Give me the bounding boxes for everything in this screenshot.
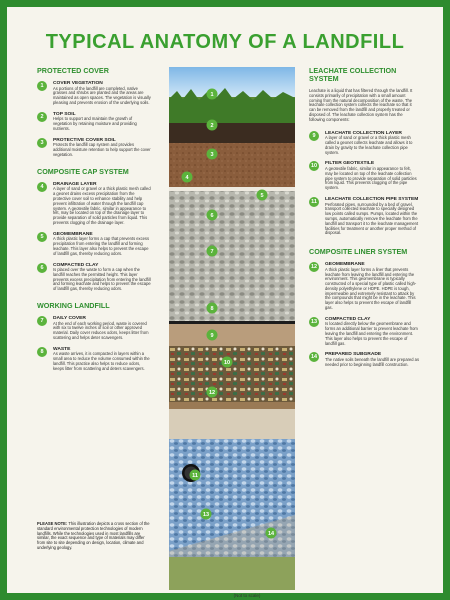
item-description: A thick plastic layer forms a cap that prevents excess precipitation from entering the landfill and forming leachate. This layer also helps to prevent the escape of landfill gas, thereby reducing odors. (53, 236, 150, 256)
item-heading: COMPACTED CLAY (53, 262, 99, 268)
section-intro: Leachate is a liquid that has filtered through the landfill. It consists primarily of precipitation with a small amount coming from the natural decomposition of the waste. The leachate collection system collects the leachate so that it can be removed from the landfill and properly treated or disposed of. The leachate collection system has the following components: (309, 88, 413, 122)
list-item (37, 347, 151, 372)
item-heading: DAILY COVER (53, 316, 86, 322)
badge-7-label: 7 (210, 249, 214, 255)
badge-3-label: 3 (210, 152, 214, 158)
badge-1 (207, 89, 218, 100)
right-column (309, 67, 419, 374)
item-description: As waste arrives, it is compacted in layers within a small area to reduce the volume consumed within the landfill. This practice also helps to reduce odors, keeps litter from scattering and deters scavengers. (53, 351, 150, 371)
list-item (309, 197, 419, 236)
badge-5 (257, 190, 268, 201)
section-heading: LEACHATE COLLECTION SYSTEM (309, 66, 397, 83)
number-badge: 11 (309, 197, 319, 207)
page-title: TYPICAL ANATOMY OF A LANDFILL (45, 31, 405, 53)
badge-9-label: 9 (210, 333, 214, 339)
number-badge: 1 (37, 81, 47, 91)
item-description: Helps to support and maintain the growth of vegetation by retaining moisture and providing nutrients. (53, 116, 137, 131)
badge-2-label: 2 (210, 123, 214, 129)
number-badge: 4 (37, 182, 47, 192)
item-heading: GEOMEMBRANE (53, 231, 93, 237)
left-column (37, 67, 151, 378)
list-item (309, 131, 419, 156)
item-description: A layer of sand or gravel or a thick plastic mesh called a geonet drains excess precipitation from the protective cover soil to enhance stability and help prevent infiltration of water through the landfill cap system. A geotextile fabric, similar in appearance to felt, may be located on top of the drainage layer to provide separation of solid particles from liquid. This prevents clogging of the drainage layer. (53, 186, 151, 225)
number-badge: 2 (37, 112, 47, 122)
list-item (37, 138, 151, 158)
landfill-cross-section (169, 67, 295, 590)
badge-7 (207, 246, 218, 257)
badge-5-label: 5 (260, 193, 264, 199)
item-heading: PREPARED SUBGRADE (325, 352, 382, 358)
badge-4-label: 4 (185, 175, 189, 181)
cross-section-diagram (169, 67, 295, 590)
badge-1-label: 1 (210, 92, 214, 98)
item-heading: COMPACTED CLAY (325, 316, 371, 322)
list-item (37, 182, 151, 226)
number-badge: 12 (310, 264, 318, 271)
item-heading: GEOMEMBRANE (325, 262, 365, 268)
item-heading: WASTE (53, 346, 71, 352)
list-item (37, 232, 151, 257)
note-label: PLEASE NOTE: (37, 521, 68, 526)
badge-10-label: 10 (223, 360, 231, 366)
badge-8-label: 8 (210, 306, 214, 312)
item-heading: TOP SOIL (53, 111, 76, 117)
list-item (309, 352, 419, 367)
list-item (37, 263, 151, 293)
number-badge: 7 (37, 316, 47, 326)
badge-10 (222, 357, 233, 368)
item-description: Protects the landfill cap system and provides additional moisture retention to help support the cover vegetation. (53, 142, 151, 157)
badge-14 (266, 528, 277, 539)
badge-13 (201, 509, 212, 520)
badge-11 (190, 470, 201, 481)
list-item (309, 317, 419, 347)
section-heading: COMPOSITE LINER SYSTEM (309, 247, 408, 257)
item-heading: PROTECTIVE COVER SOIL (53, 137, 116, 143)
note-text: This illustration depicts a cross section of the standard environmental protection technologies of modern landfills. While the technologies used in most landfills are similar, the exact sequence and type of materials may differ from site to site depending on design, location, climate and underlying geology. (37, 521, 150, 550)
badge-12-label: 12 (208, 390, 216, 396)
badge-4 (182, 172, 193, 183)
badge-13-label: 13 (202, 512, 210, 518)
list-item (37, 112, 151, 132)
section-heading: WORKING LANDFILL (37, 301, 110, 311)
item-heading: DRAINAGE LAYER (53, 181, 97, 187)
item-description: A thick plastic layer forms a liner that prevents leachate from leaving the landfill and entering the environment. This geomembrane is typically constructed of a special type of plastic called high-density polyethylene or HDPE. HDPE is tough, impermeable and extremely resistant to attack by the compounds that might be in the leachate. This layer also helps to prevent the escape of landfill gas. (325, 266, 417, 311)
badge-3 (207, 149, 218, 160)
number-badge: 10 (310, 163, 318, 170)
badge-6-label: 6 (210, 213, 214, 219)
number-badge: 9 (309, 131, 319, 141)
item-description: As portions of the landfill are completed, native grasses and shrubs are planted and the areas are maintained as open spaces. The vegetation is visually pleasing and prevents erosion of the underlying soils. (53, 85, 151, 105)
disclaimer-note (37, 522, 151, 551)
item-heading: LEACHATE COLLECTION LAYER (325, 130, 402, 136)
item-heading: LEACHATE COLLECTION PIPE SYSTEM (325, 196, 419, 202)
number-badge: 8 (37, 347, 47, 357)
list-item (309, 262, 419, 311)
item-heading: FILTER GEOTEXTILE (325, 161, 375, 167)
item-description: The native soils beneath the landfill are prepared as needed prior to beginning landfill construction. (325, 357, 419, 367)
badge-14-label: 14 (267, 531, 275, 537)
list-item (37, 81, 151, 106)
badge-11-label: 11 (192, 473, 198, 479)
item-heading: COVER VEGETATION (53, 81, 103, 86)
badge-2 (207, 120, 218, 131)
item-description: Is placed over the waste to form a cap when the landfill reaches the permitted height. This layer prevents excess precipitation from entering the landfill and forming leachate and helps to prevent the escape of landfill gas, thereby reducing odors. (53, 267, 151, 292)
number-badge: 3 (37, 138, 47, 148)
item-description: Is located directly below the geomembrane and forms an additional barrier to prevent leachate from leaving the landfill and entering the environment. This layer also helps to prevent the escape of landfill gas. (325, 321, 418, 346)
scale-note: (Not to scale) (233, 593, 261, 598)
section-heading: PROTECTED COVER (37, 66, 109, 75)
number-badge: 5 (37, 232, 47, 242)
item-description: At the end of each working period, waste is covered with six to twelve inches of soil or other approved material. Daily cover reduces odors, keeps litter from scattering and helps deter scavengers. (53, 320, 149, 341)
list-item (309, 161, 419, 191)
badge-9 (207, 330, 218, 341)
list-item (37, 316, 151, 341)
section-heading: COMPOSITE CAP SYSTEM (37, 166, 129, 176)
number-badge: 13 (310, 318, 318, 325)
item-description: A layer of sand or gravel or a thick plastic mesh called a geonet collects leachate and allows it to drain by gravity to the leachate collection pipe system. (325, 135, 413, 155)
badge-8 (207, 303, 218, 314)
badge-12 (207, 387, 218, 398)
item-description: Perforated pipes, surrounded by a bed of gravel, transport collected leachate to specially designed low points called sumps. Pumps, located within the sumps, automatically remove the leachate from the landfill and transport it to the leachate management facilities for treatment or another proper method of disposal. (325, 201, 419, 236)
number-badge: 14 (310, 354, 318, 361)
badge-6 (207, 210, 218, 221)
number-badge: 6 (37, 263, 47, 273)
item-description: A geotextile fabric, similar in appearance to felt, may be located on top of the leachate collection pipe system to provide separation of solid particles from liquid. This prevents clogging of the pipe system. (325, 165, 417, 191)
